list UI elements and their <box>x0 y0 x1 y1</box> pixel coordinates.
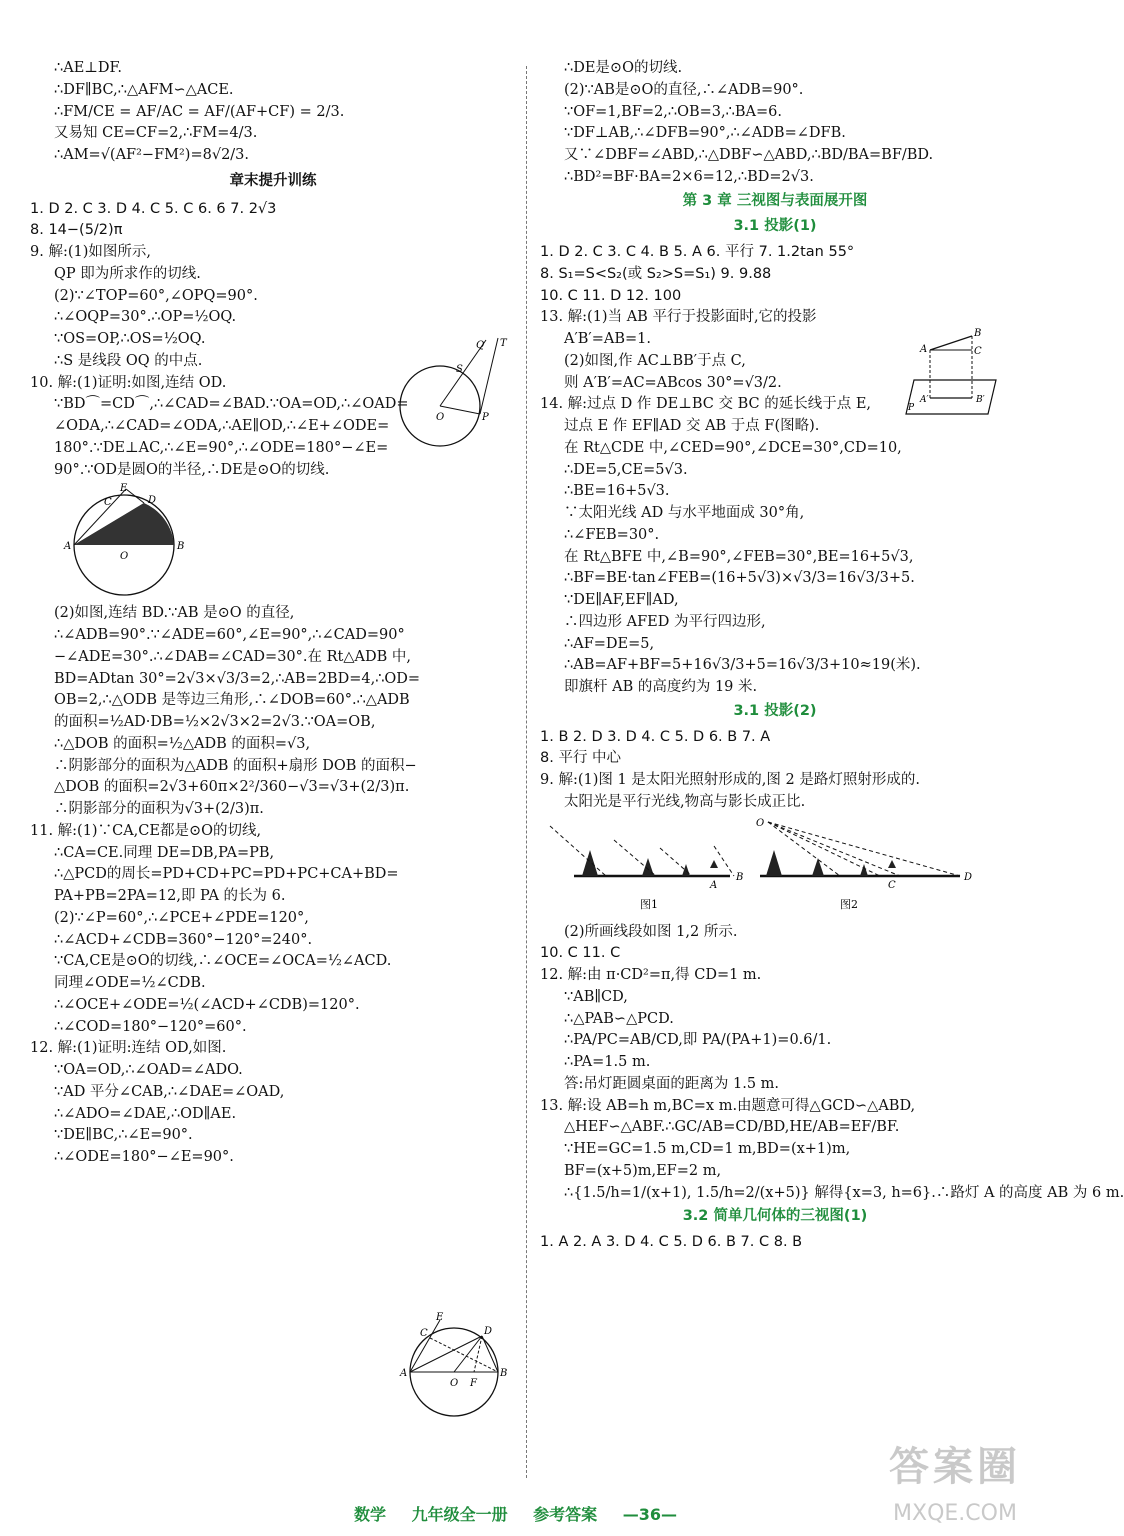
text-line: ∴∠OQP=30°.∴OP=½OQ. <box>54 309 237 326</box>
text-line: ∴BF=BE·tan∠FEB=(16+5√3)×√3/3=16√3/3+5. <box>564 570 915 587</box>
text-line: BF=(x+5)m,EF=2 m, <box>564 1162 722 1179</box>
text-line: (2)∵AB是⊙O的直径,∴∠ADB=90°. <box>564 81 804 98</box>
text-line: ∵DF⊥AB,∴∠DFB=90°,∴∠ADB=∠DFB. <box>564 125 846 142</box>
section-heading: 3.2 简单几何体的三视图(1) <box>682 1208 868 1225</box>
svg-text:E: E <box>436 1312 444 1323</box>
text-line: △DOB 的面积=2√3+60π×2²/360−√3=√3+(2/3)π. <box>54 779 410 796</box>
svg-text:O: O <box>450 1378 459 1389</box>
text-line: 在 Rt△CDE 中,∠CED=90°,∠DCE=30°,CD=10, <box>564 439 902 456</box>
figure-caption: 图2 <box>840 897 858 911</box>
q10-circle-figure <box>30 483 516 601</box>
text-line: (2)如图,连结 BD.∵AB 是⊙O 的直径, <box>54 605 295 622</box>
svg-text:E: E <box>120 483 128 495</box>
answer-line: 1. B 2. D 3. D 4. C 5. D 6. B 7. A <box>540 728 771 745</box>
svg-text:C: C <box>420 1328 428 1339</box>
text-line: A′B′=AB=1. <box>564 331 651 347</box>
text-line: (2)所画线段如图 1,2 所示. <box>564 923 738 940</box>
text-line: ∴AE⊥DF. <box>54 60 122 76</box>
text-line: 太阳光是平行光线,物高与影长成正比. <box>564 793 806 810</box>
text-line: ∴BD²=BF·BA=2×6=12,∴BD=2√3. <box>564 168 814 185</box>
text-line: ∴阴影部分的面积为△ADB 的面积+扇形 DOB 的面积− <box>54 757 417 774</box>
text-line: 又易知 CE=CF=2,∴FM=4/3. <box>54 125 258 142</box>
text-line: ∴∠ADO=∠DAE,∴OD∥AE. <box>54 1105 237 1122</box>
text-line: BD=ADtan 30°=2√3×√3/3=2,∴AB=2BD=4,∴OD= <box>54 670 421 687</box>
svg-text:T: T <box>500 338 507 349</box>
text-line: ∴PA=1.5 m. <box>564 1054 651 1070</box>
text-line: ∵BD⌒=CD⌒,∴∠CAD=∠BAD.∵OA=OD,∴∠OAD= <box>54 396 409 413</box>
svg-text:A: A <box>64 541 72 553</box>
svg-text:Q: Q <box>476 340 485 351</box>
text-line: ∵DE∥AF,EF∥AD, <box>564 592 679 608</box>
svg-text:D: D <box>148 495 157 507</box>
text-line: 同理∠ODE=½∠CDB. <box>54 975 206 991</box>
text-line: ∠ODA,∴∠CAD=∠ODA,∴AE∥OD,∴∠E+∠ODE= <box>54 418 390 434</box>
figure-label: C <box>888 879 896 891</box>
answer-line: 1. A 2. A 3. D 4. C 5. D 6. B 7. C 8. B <box>540 1234 803 1250</box>
text-line: (2)如图,作 AC⊥BB′于点 C, <box>564 352 746 369</box>
answer-line: 1. D 2. C 3. C 4. B 5. A 6. 平行 7. 1.2tan 55° <box>540 244 855 260</box>
text-line: ∴△PAB∽△PCD. <box>564 1010 674 1027</box>
text-line: ∵DE∥BC,∴∠E=90°. <box>54 1127 193 1144</box>
text-line: ∵太阳光线 AD 与水平地面成 30°角, <box>564 505 805 521</box>
svg-text:O: O <box>120 551 129 563</box>
text-line: ∴S 是线段 OQ 的中点. <box>54 352 203 369</box>
question-10-title: 10. 解:(1)证明:如图,连结 OD. <box>30 374 227 391</box>
text-line: ∴PA/PC=AB/CD,即 PA/(PA+1)=0.6/1. <box>564 1032 832 1049</box>
text-line: 即旗杆 AB 的高度约为 19 米. <box>564 679 758 695</box>
svg-text:D: D <box>484 1326 493 1337</box>
figure-label: O <box>756 817 765 829</box>
text-line: 180°.∵DE⊥AC,∴∠E=90°,∴∠ODE=180°−∠E= <box>54 439 389 456</box>
svg-text:F: F <box>470 1378 477 1389</box>
svg-text:C: C <box>974 346 982 357</box>
text-line: ∵OS=OP,∴OS=½OQ. <box>54 331 206 347</box>
text-line: 则 A′B′=AC=ABcos 30°=√3/2. <box>564 374 782 391</box>
text-line: 又∵∠DBF=∠ABD,∴△DBF∽△ABD,∴BD/BA=BF/BD. <box>564 147 934 163</box>
page-footer <box>0 1503 1031 1527</box>
answer-line: 8. 平行 中心 <box>540 750 622 767</box>
text-line: ∵AB∥CD, <box>564 988 628 1005</box>
answer-line: 8. 14−(5/2)π <box>30 222 123 239</box>
watermark-logo-text: 答案圈 <box>889 1444 1021 1490</box>
question-9-title: 9. 解:(1)图 1 是太阳光照射形成的,图 2 是路灯照射形成的. <box>540 772 920 788</box>
text-line: 90°.∵OD是圆O的半径,∴DE是⊙O的切线. <box>54 461 330 478</box>
chapter-title: 第 3 章 三视图与表面展开图 <box>682 192 868 209</box>
text-line: ∴∠ADB=90°.∵∠ADE=60°,∠E=90°,∴∠CAD=90° <box>54 627 405 643</box>
column-divider <box>526 66 527 1478</box>
svg-text:P: P <box>482 412 489 423</box>
left-column <box>30 58 516 1169</box>
text-line: OB=2,∴△ODB 是等边三角形,∴∠DOB=60°.∴△ADB <box>54 692 410 709</box>
question-13-title: 13. 解:设 AB=h m,BC=x m.由题意可得△GCD∽△ABD, <box>540 1097 916 1114</box>
shadow-figures <box>540 816 1010 920</box>
answer-line: 8. S₁=S<S₂(或 S₂>S=S₁) 9. 9.88 <box>540 265 772 282</box>
text-line: ∵OA=OD,∴∠OAD=∠ADO. <box>54 1062 243 1078</box>
text-line: ∴△PCD的周长=PD+CD+PC=PD+PC+CA+BD= <box>54 866 399 883</box>
answer-line: 10. C 11. C <box>540 945 621 962</box>
text-line: ∴△DOB 的面积=½△ADB 的面积=√3, <box>54 735 311 752</box>
question-9-title: 9. 解:(1)如图所示, <box>30 244 151 260</box>
figure-label: A <box>710 879 718 891</box>
text-line: ∴DF∥BC,∴△AFM∽△ACE. <box>54 81 234 98</box>
svg-text:A: A <box>400 1368 408 1379</box>
text-line: ∵AD 平分∠CAB,∴∠DAE=∠OAD, <box>54 1083 285 1100</box>
text-line: ∴AM=√(AF²−FM²)=8√2/3. <box>54 147 250 163</box>
text-line: ∵CA,CE是⊙O的切线,∴∠OCE=∠OCA=½∠ACD. <box>54 953 392 970</box>
text-line: ∵HE=GC=1.5 m,CD=1 m,BD=(x+1)m, <box>564 1141 851 1157</box>
watermark-url: MXQE.COM <box>893 1501 1017 1526</box>
text-line: ∴{1.5/h=1/(x+1), 1.5/h=2/(x+5)} 解得{x=3, h=6}.∴路灯 A 的高度 AB 为 6 m. <box>564 1184 1124 1201</box>
text-line: 的面积=½AD·DB=½×2√3×2=2√3.∵OA=OB, <box>54 714 376 730</box>
right-column <box>540 58 1124 1254</box>
footer-grade: 九年级全一册 <box>411 1505 508 1524</box>
text-line: ∴∠FEB=30°. <box>564 526 660 543</box>
figure-caption: 图1 <box>640 897 658 911</box>
svg-text:B: B <box>177 541 185 553</box>
text-line: PA+PB=2PA=12,即 PA 的长为 6. <box>54 888 286 904</box>
text-line: 过点 E 作 EF∥AD 交 AB 于点 F(图略). <box>564 418 820 434</box>
text-line: QP 即为所求作的切线. <box>54 265 201 282</box>
text-line: ∴∠ACD+∠CDB=360°−120°=240°. <box>54 931 313 948</box>
text-line: ∴∠ODE=180°−∠E=90°. <box>54 1149 234 1165</box>
svg-text:A: A <box>920 344 928 355</box>
text-line: ∴∠COD=180°−120°=60°. <box>54 1018 247 1035</box>
text-line: ∴AB=AF+BF=5+16√3/3+5=16√3/3+10≈19(米). <box>564 657 921 674</box>
answer-line: 1. D 2. C 3. D 4. C 5. C 6. 6 7. 2√3 <box>30 200 277 217</box>
question-13-title: 13. 解:(1)当 AB 平行于投影面时,它的投影 <box>540 309 817 326</box>
text-line: (2)∵∠P=60°,∴∠PCE+∠PDE=120°, <box>54 909 309 926</box>
text-line: ∴FM/CE = AF/AC = AF/(AF+CF) = 2/3. <box>54 103 345 120</box>
section-heading: 章末提升训练 <box>229 172 317 189</box>
page-number: —36— <box>622 1505 678 1524</box>
watermark <box>889 1437 1021 1530</box>
svg-text:B: B <box>974 328 982 339</box>
text-line: ∴DE=5,CE=5√3. <box>564 461 688 478</box>
svg-text:O: O <box>436 412 445 423</box>
q9-tangent-figure <box>396 336 512 464</box>
text-line: (2)∵∠TOP=60°,∠OPQ=90°. <box>54 287 258 304</box>
text-line: ∵OF=1,BF=2,∴OB=3,∴BA=6. <box>564 103 782 120</box>
svg-text:C: C <box>104 497 112 509</box>
figure-label: D <box>964 871 973 883</box>
svg-text:P: P <box>908 403 915 413</box>
section-heading: 3.1 投影(1) <box>733 218 817 235</box>
text-line: ∴四边形 AFED 为平行四边形, <box>564 613 766 630</box>
svg-text:S: S <box>456 364 463 375</box>
svg-text:B′: B′ <box>976 395 985 405</box>
question-12-title: 12. 解:(1)证明:连结 OD,如图. <box>30 1040 227 1057</box>
text-line: ∴DE是⊙O的切线. <box>564 60 683 76</box>
footer-subject: 数学 <box>353 1505 386 1524</box>
svg-text:A′: A′ <box>920 395 929 405</box>
text-line: ∴∠OCE+∠ODE=½(∠ACD+∠CDB)=120°. <box>54 996 360 1013</box>
section-heading: 3.1 投影(2) <box>733 702 817 719</box>
text-line: −∠ADE=30°.∴∠DAB=∠CAD=30°.在 Rt△ADB 中, <box>54 648 411 665</box>
question-11-title: 11. 解:(1)∵CA,CE都是⊙O的切线, <box>30 822 262 839</box>
q13-projection-figure <box>900 326 1002 428</box>
text-line: ∴CA=CE.同理 DE=DB,PA=PB, <box>54 844 275 861</box>
figure-label: B <box>736 871 744 883</box>
q12-circle-figure <box>400 1312 516 1432</box>
answer-line: 10. C 11. D 12. 100 <box>540 287 682 304</box>
footer-label: 参考答案 <box>533 1505 598 1524</box>
text-line: 答:吊灯距圆桌面的距离为 1.5 m. <box>564 1075 780 1092</box>
text-line: ∴BE=16+5√3. <box>564 483 670 500</box>
question-12-title: 12. 解:由 π·CD²=π,得 CD=1 m. <box>540 967 762 983</box>
text-line: 在 Rt△BFE 中,∠B=90°,∠FEB=30°,BE=16+5√3, <box>564 548 914 565</box>
text-line: ∴阴影部分的面积为√3+(2/3)π. <box>54 801 264 817</box>
text-line: ∴AF=DE=5, <box>564 635 655 652</box>
question-14-title: 14. 解:过点 D 作 DE⊥BC 交 BC 的延长线于点 E, <box>540 396 872 413</box>
svg-text:B: B <box>500 1368 508 1379</box>
text-line: △HEF∽△ABF.∴GC/AB=CD/BD,HE/AB=EF/BF. <box>564 1119 900 1136</box>
